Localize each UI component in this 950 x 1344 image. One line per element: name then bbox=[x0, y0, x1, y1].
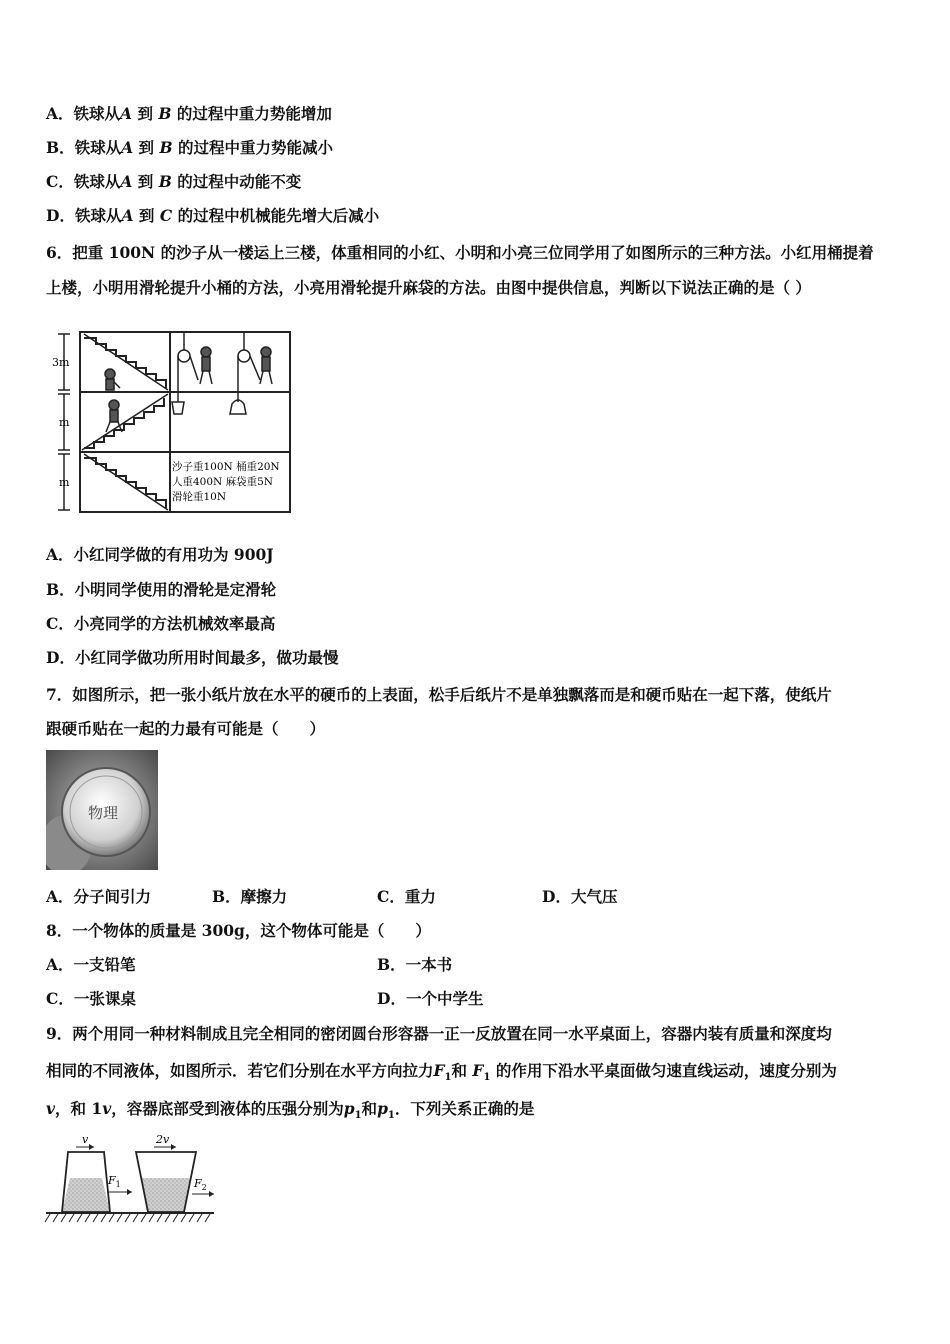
q7-option-b: B．摩擦力 bbox=[212, 887, 288, 906]
velocity-label-2: 2v bbox=[156, 1133, 170, 1146]
q6-option-a: A．小红同学做的有用功为 900J bbox=[46, 545, 274, 564]
q7-stem-line1: 7．如图所示，把一张小纸片放在水平的硬币的上表面，松手后纸片不是单独飘落而是和硬币贴在一起下落，使纸片 bbox=[46, 685, 832, 704]
q9-stem-line3: v，和 1v，容器底部受到液体的压强分别为$p_1$和$p_1$．下列关系正确的是 bbox=[46, 1099, 535, 1122]
q9-stem-line1: 9．两个用同一种材料制成且完全相同的密闭圆台形容器一正一反放置在同一水平桌面上，容器内装有质量和深度均 bbox=[46, 1024, 832, 1043]
q6-option-b: B．小明同学使用的滑轮是定滑轮 bbox=[46, 580, 277, 599]
q9-stem-line2: 相同的不同液体，如图所示．若它们分别在水平方向拉力$F_1$和 $F_1$ 的作用下沿水平桌面做匀速直线运动，速度分别为 bbox=[46, 1061, 837, 1084]
q6-stem-line1: 6．把重 100N 的沙子从一楼运上三楼，体重相同的小红、小明和小亮三位同学用了如图所示的三种方法。小红用桶提着 bbox=[46, 243, 874, 262]
q7-stem-line2: 跟硬币贴在一起的力最有可能是（ ） bbox=[46, 719, 326, 738]
q5-option-d: D．铁球从A 到 C 的过程中机械能先增大后减小 bbox=[46, 206, 380, 225]
q7-coin-photo bbox=[46, 750, 158, 870]
q8-option-d: D．一个中学生 bbox=[377, 989, 484, 1008]
info-line-2: 人重400N 麻袋重5N bbox=[172, 476, 273, 488]
q6-option-c: C．小亮同学的方法机械效率最高 bbox=[46, 614, 276, 633]
q7-option-a: A．分子间引力 bbox=[46, 887, 152, 906]
q5-option-b: B．铁球从A 到 B 的过程中重力势能减小 bbox=[46, 138, 333, 157]
q8-option-c: C．一张课桌 bbox=[46, 989, 136, 1008]
q8-stem: 8．一个物体的质量是 300g，这个物体可能是（ ） bbox=[46, 921, 431, 940]
height-label-1: 3m bbox=[52, 356, 70, 369]
q9-containers-figure bbox=[44, 1132, 219, 1227]
q8-option-b: B．一本书 bbox=[377, 955, 453, 974]
q5-option-a: A．铁球从A 到 B 的过程中重力势能增加 bbox=[46, 104, 332, 123]
coin-paper-text: 物理 bbox=[88, 804, 119, 822]
q7-option-c: C．重力 bbox=[377, 887, 436, 906]
q6-stairs-figure bbox=[48, 330, 298, 515]
force-label-2: $F_2$ bbox=[194, 1177, 207, 1192]
height-label-3: m bbox=[59, 476, 70, 489]
q7-option-d: D．大气压 bbox=[542, 887, 618, 906]
info-line-1: 沙子重100N 桶重20N bbox=[172, 461, 280, 473]
height-label-2: m bbox=[59, 416, 70, 429]
velocity-label-1: v bbox=[82, 1133, 89, 1146]
q6-option-d: D．小红同学做功所用时间最多，做功最慢 bbox=[46, 648, 339, 667]
q8-option-a: A．一支铅笔 bbox=[46, 955, 136, 974]
force-label-1: $F_1$ bbox=[108, 1174, 121, 1189]
info-line-3: 滑轮重10N bbox=[172, 491, 227, 503]
q6-stem-line2: 上楼，小明用滑轮提升小桶的方法，小亮用滑轮提升麻袋的方法。由图中提供信息，判断以下说法正确的是（ ） bbox=[46, 278, 811, 297]
q5-option-c: C．铁球从A 到 B 的过程中动能不变 bbox=[46, 172, 302, 191]
